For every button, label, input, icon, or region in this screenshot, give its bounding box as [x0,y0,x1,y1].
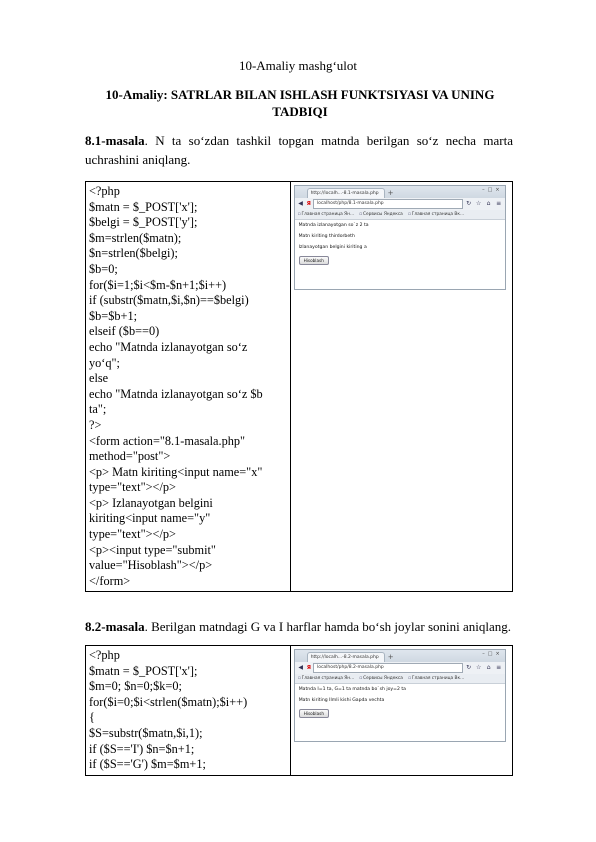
field1-label: Matn kiriting [298,234,328,239]
yandex-logo-icon: Я [306,201,311,207]
bookmark-item[interactable]: ▫ Главная страница Ян... [298,676,355,681]
new-tab-icon[interactable]: + [387,653,394,661]
submit-button[interactable]: Hisoblash [299,709,329,718]
field1-input[interactable]: Ilmli kishi Gapda vechta [329,698,385,703]
yandex-logo-icon: Я [306,665,311,671]
reload-icon[interactable]: ↻ [466,200,472,207]
window-controls-icon[interactable]: –□× [482,651,503,657]
result-line: Matnda I=1 ta, G=1 ta matnda bo`sh joy=2 ta [298,687,406,692]
field1-input[interactable]: thirdorbeth [329,234,355,239]
back-icon[interactable]: ◀ [298,200,303,207]
reload-icon[interactable]: ↻ [466,664,472,671]
browser-tab[interactable]: http://localh...-8.2-masala.php [307,652,385,662]
menu-icon[interactable]: ≡ [496,664,502,671]
task1-label: 8.1-masala [85,133,145,148]
home-icon[interactable]: ⌂ [486,200,491,207]
browser-window [294,649,506,742]
bookmark-item[interactable]: ▫ Сервисы Яндекса [359,212,403,217]
browser-tab[interactable]: http://localh...-8.1-masala.php [307,188,385,198]
task2-code: <?php $matn = $_POST['x']; $m=0; $n=0;$k=0; for($i=0;$i<strlen($matn);$i++) { $S=substr($matn,$i,1); if ($S=='I') $n=$n+1; if ($S=='G') $m=$m+1; [86,646,291,776]
new-tab-icon[interactable]: + [387,189,394,197]
back-icon[interactable]: ◀ [298,664,303,671]
task2-label: 8.2-masala [85,619,145,634]
result-line: Matnda izlanayotgan so`z 2 ta [298,223,369,228]
doc-heading: 10-Amaliy: SATRLAR BILAN ISHLASH FUNKTSIYASI VA UNING TADBIQI [105,87,495,119]
task1-code: <?php $matn = $_POST['x']; $belgi = $_POST['y']; $m=strlen($matn); $n=strlen($belgi); $b=0; for($i=1;$i<$m-$n+1;$i++) if (substr($matn,$i,$n)==$belgi) $b=$b+1; elseif ($b==0) echo "Matnda izlanayotgan so‘z yo‘q"; else echo "Matnda izlanayotgan so‘z $b ta"; ?> <form action="8.1-masala.php" method="post"> <p> Matn kiriting<input name="x" type="text"></p> <p> Izlanayotgan belgini kiriting<input name="y" type="text"></p> <p><input type="submit" value="Hisoblash"></p> </form> [86,182,291,592]
bookmarks-bar [295,674,505,684]
task1-text: . N ta so‘zdan tashkil topgan matnda berilgan so‘z necha marta uchrashini aniqlang. [85,133,513,167]
bookmark-star-icon[interactable]: ☆ [475,200,482,207]
window-controls-icon[interactable]: –□× [482,187,503,193]
bookmark-item[interactable]: ▫ Главная страница Ян... [298,212,355,217]
submit-button[interactable]: Hisoblash [299,256,329,265]
browser-window [294,185,506,290]
task1-screenshot [290,182,512,592]
address-bar[interactable]: localhost/php/8.1-masala.php [313,199,463,209]
doc-title: 10-Amaliy mashg‘ulot [238,58,358,73]
address-bar[interactable]: localhost/php/8.2-masala.php [313,663,463,673]
field2-input[interactable]: a [363,245,367,250]
menu-icon[interactable]: ≡ [496,200,502,207]
bookmark-item[interactable]: ▫ Главная страница Вк... [408,676,464,681]
task1-statement [85,131,513,169]
task2-statement [85,617,513,636]
page-content [295,684,505,741]
field1-label: Matn kiriting [298,698,328,703]
task1-table [85,181,513,592]
task2-screenshot [290,646,512,776]
field2-label: Izlanayotgan belgini kiriting [298,245,363,250]
bookmark-item[interactable]: ▫ Главная страница Вк... [408,212,464,217]
page-content [295,220,505,289]
bookmark-item[interactable]: ▫ Сервисы Яндекса [359,676,403,681]
task2-table [85,645,513,776]
bookmark-star-icon[interactable]: ☆ [475,664,482,671]
home-icon[interactable]: ⌂ [486,664,491,671]
bookmarks-bar [295,210,505,220]
task2-text: . Berilgan matndagi G va I harflar hamda bo‘sh joylar sonini aniqlang. [144,619,512,634]
